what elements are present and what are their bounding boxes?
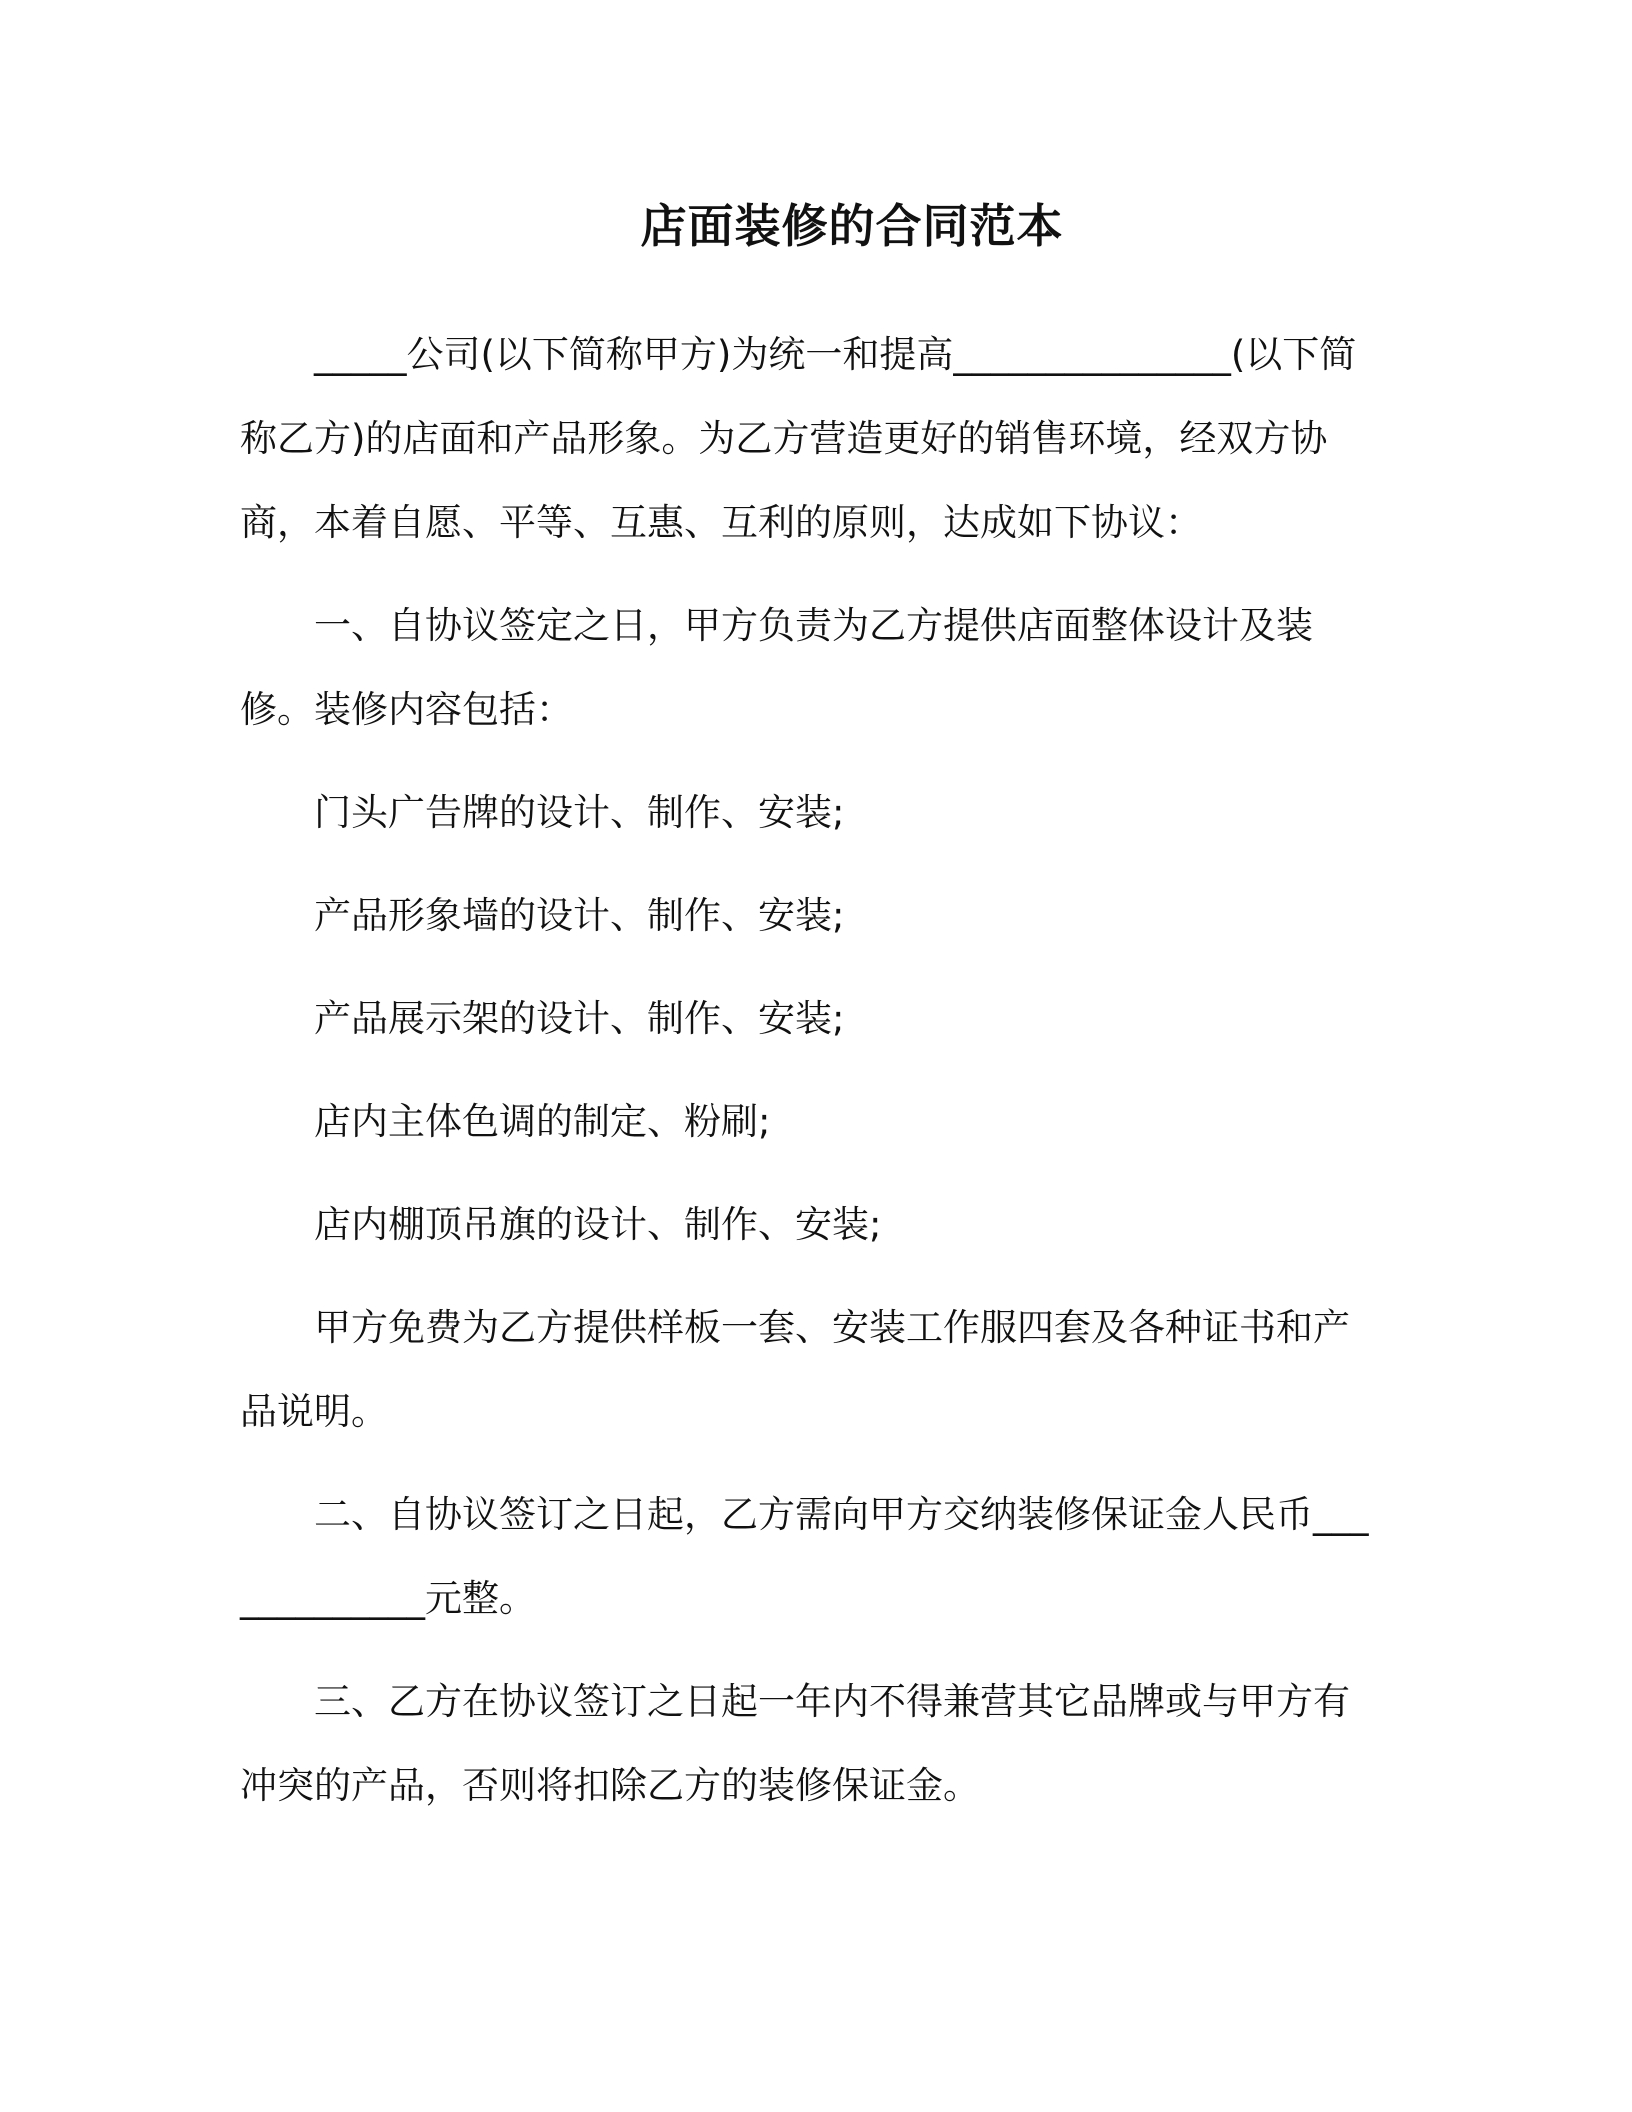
document-body bbox=[240, 313, 1380, 1847]
paragraph-clause-3: 三、乙方在协议签订之日起一年内不得兼营其它品牌或与甲方有冲突的产品，否则将扣除乙方的装修保证金。 bbox=[240, 1680, 1350, 1807]
list-item: 店内棚顶吊旗的设计、制作、安装; bbox=[314, 1203, 882, 1246]
list-item: 产品形象墙的设计、制作、安装; bbox=[314, 894, 845, 937]
list-item: 店内主体色调的制定、粉刷; bbox=[314, 1100, 771, 1143]
paragraph-clause-1: 一、自协议签定之日，甲方负责为乙方提供店面整体设计及装修。装修内容包括： bbox=[240, 604, 1313, 731]
paragraph-samples: 甲方免费为乙方提供样板一套、安装工作服四套及各种证书和产品说明。 bbox=[240, 1306, 1350, 1433]
list-item: 产品展示架的设计、制作、安装; bbox=[314, 997, 845, 1040]
list-item: 门头广告牌的设计、制作、安装; bbox=[314, 791, 845, 834]
paragraph-intro: _____公司(以下简称甲方)为统一和提高_______________(以下简称乙方)的店面和产品形象。为乙方营造更好的销售环境，经双方协商，本着自愿、平等、互惠、互利的原则，达成如下协议： bbox=[240, 333, 1357, 544]
document-title: 店面装修的合同范本 bbox=[640, 199, 1064, 253]
paragraph-clause-2: 二、自协议签订之日起，乙方需向甲方交纳装修保证金人民币_____________元整。 bbox=[240, 1493, 1369, 1620]
